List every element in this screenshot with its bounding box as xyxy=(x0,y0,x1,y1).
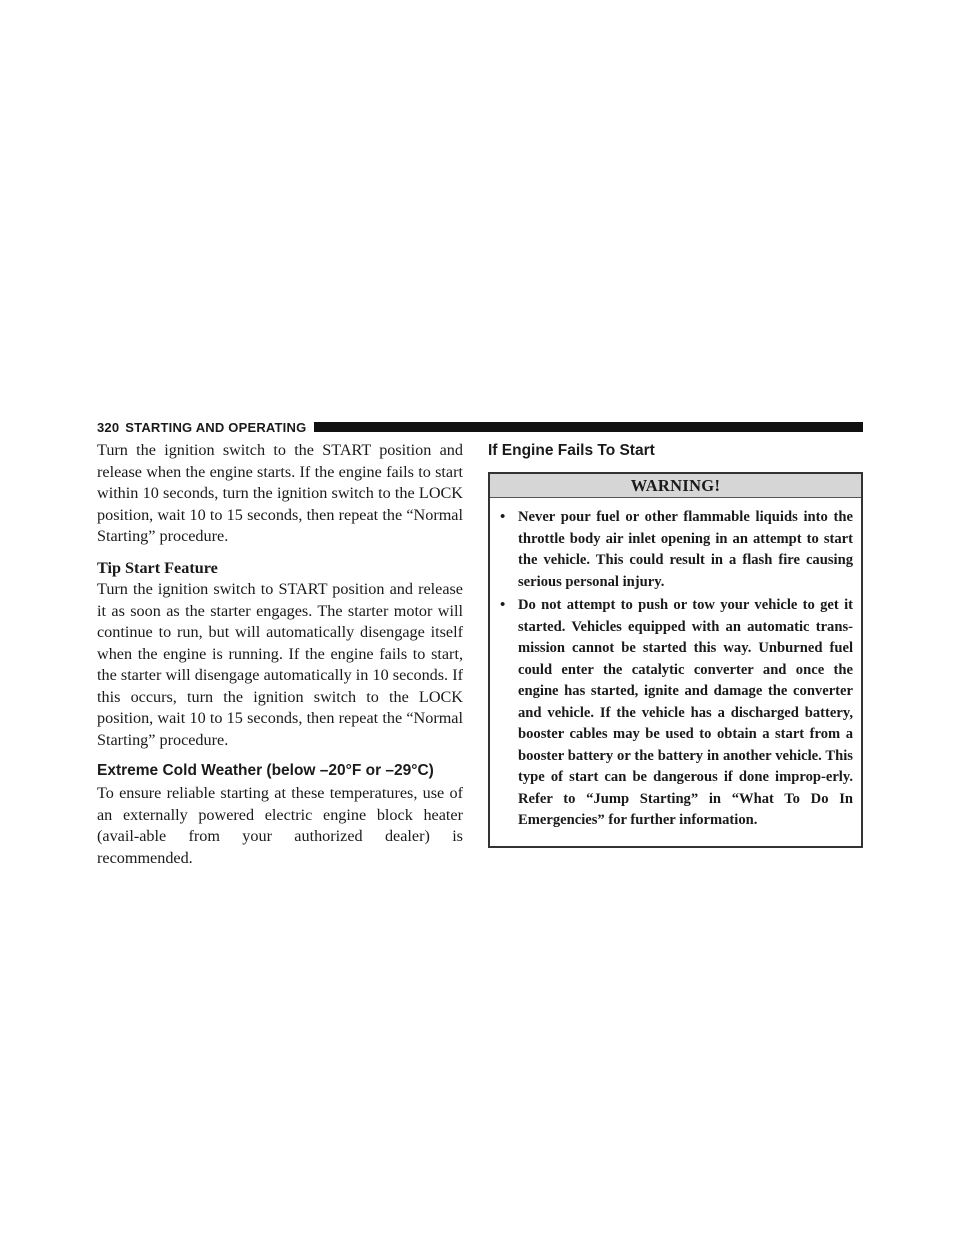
warning-item-text: Never pour fuel or other flammable liquids into the throttle body air inlet opening in an attempt to start the vehicle. This could result in a flash fire causing serious personal injury. xyxy=(518,509,853,590)
tip-start-heading: Tip Start Feature xyxy=(97,558,218,577)
tip-start-paragraph: Turn the ignition switch to START position and release it as soon as the starter engages. The starter motor will continue to run, but will automatically disengage itself when the engine is running. If the engine fails to start, the starter will disengage automatically in 10 seconds. If this occurs, turn the ignition switch to the LOCK position, wait 10 to 15 seconds, then repeat the “Normal Starting” procedure. xyxy=(97,580,463,749)
page-header xyxy=(97,420,863,434)
cold-weather-paragraph: To ensure reliable starting at these temperatures, use of an externally powered electric engine block heater (avail-able from your authorized dealer) is recommended. xyxy=(97,784,463,867)
cold-weather-heading: Extreme Cold Weather (below –20°F or –29°C) xyxy=(97,762,434,779)
bullet-icon: • xyxy=(500,509,506,525)
warning-box xyxy=(488,472,863,848)
left-column xyxy=(97,440,463,869)
page-number: 320 xyxy=(97,419,120,435)
engine-fails-heading: If Engine Fails To Start xyxy=(488,442,655,459)
intro-paragraph: Turn the ignition switch to the START position and release when the engine starts. If the engine fails to start within 10 seconds, turn the ignition switch to the LOCK position, wait 10 to 15 seconds, then repeat the “Normal Starting” procedure. xyxy=(97,441,463,545)
right-column xyxy=(488,440,863,848)
bullet-icon: • xyxy=(500,597,506,613)
warning-item xyxy=(500,595,853,832)
header-rule xyxy=(314,422,863,432)
warning-title: WARNING! xyxy=(490,474,861,498)
warning-item-text: Do not attempt to push or tow your vehicle to get it started. Vehicles equipped with an automatic trans-mission cannot be started this way. Unburned fuel could enter the catalytic converter and once the engine has started, ignite and damage the converter and vehicle. If the vehicle has a discharged battery, booster cables may be used to obtain a start from a booster battery or the battery in another vehicle. This type of start can be dangerous if done improp-erly. Refer to “Jump Starting” in “What To Do In Emergencies” for further information. xyxy=(518,597,853,828)
warning-item xyxy=(500,507,853,593)
warning-list xyxy=(490,498,861,846)
section-title: STARTING AND OPERATING xyxy=(125,419,307,435)
